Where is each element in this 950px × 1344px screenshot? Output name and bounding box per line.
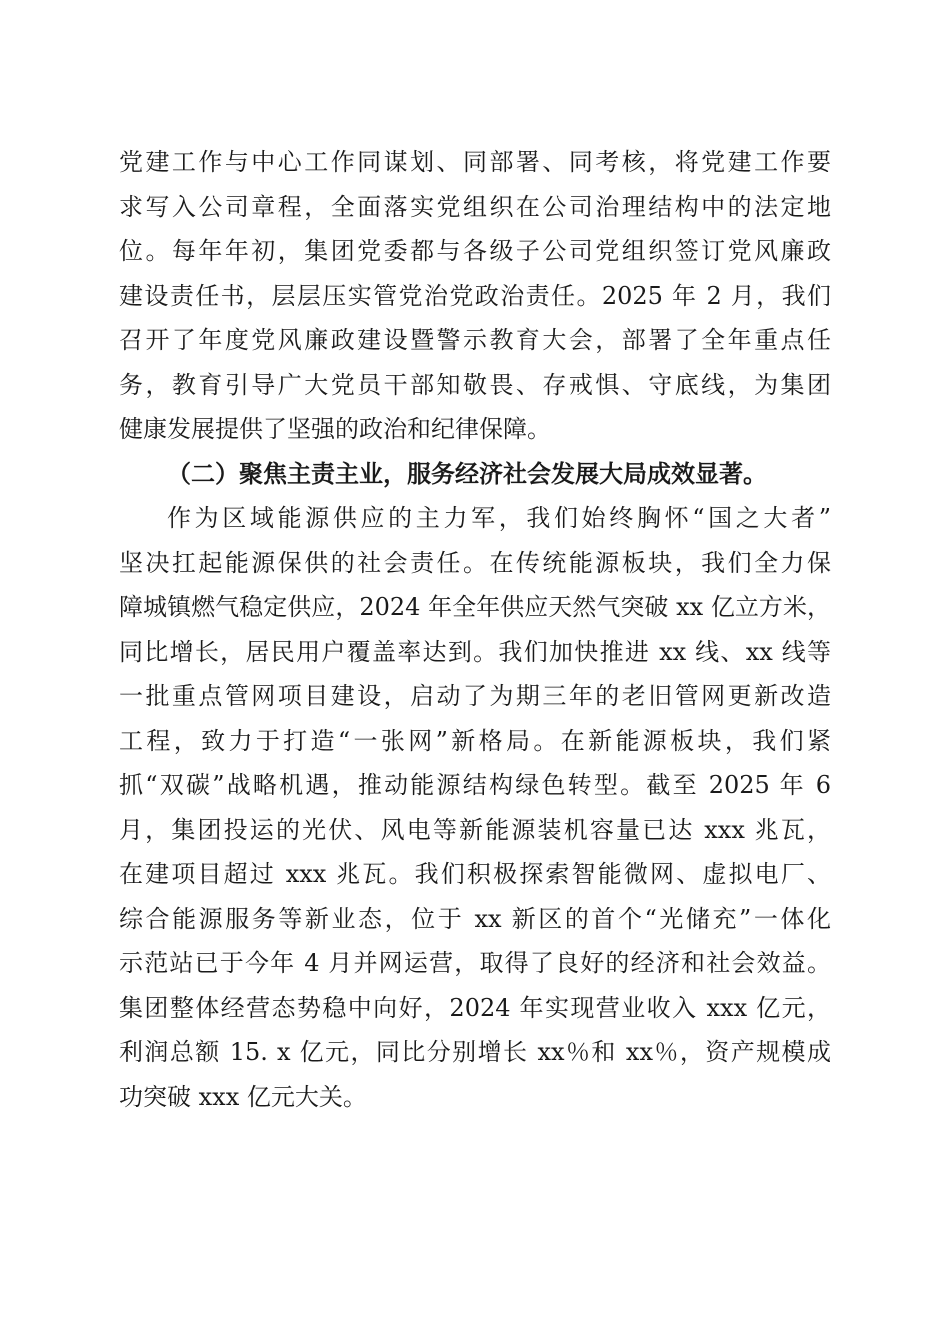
text-line: 功突破 xxx 亿元大关。 [119, 1082, 367, 1111]
text-line: 障城镇燃气稳定供应，2024 年全年供应天然气突破 xx 亿立方米， [119, 593, 831, 621]
text-line: 召开了年度党风廉政建设暨警示教育大会，部署了全年重点任 [119, 326, 831, 354]
text-line: 示范站已于今年 4 月并网运营，取得了良好的经济和社会效益。 [119, 949, 831, 977]
text-line: 作为区域能源供应的主力军，我们始终胸怀“国之大者” [167, 504, 831, 532]
text-line: 建设责任书，层层压实管党治党政治责任。2025 年 2 月，我们 [119, 281, 831, 310]
text-line: 党建工作与中心工作同谋划、同部署、同考核，将党建工作要 [119, 148, 831, 176]
text-line: 求写入公司章程，全面落实党组织在公司治理结构中的法定地 [119, 192, 831, 221]
text-line: 健康发展提供了坚强的政治和纪律保障。 [119, 415, 551, 443]
text-line: 月，集团投运的光伏、风电等新能源装机容量已达 xxx 兆瓦， [119, 815, 831, 844]
text-line: 同比增长，居民用户覆盖率达到。我们加快推进 xx 线、xx 线等 [119, 637, 831, 666]
section-heading: （二）聚焦主责主业，服务经济社会发展大局成效显著。 [167, 458, 767, 488]
paragraph-energy-supply [119, 496, 831, 1119]
text-line: 一批重点管网项目建设，启动了为期三年的老旧管网更新改造 [119, 682, 831, 710]
text-line: 抓“双碳”战略机遇，推动能源结构绿色转型。截至 2025 年 6 [119, 771, 831, 799]
text-line: 务，教育引导广大党员干部知敬畏、存戒惧、守底线，为集团 [119, 370, 831, 399]
paragraph-party-building [119, 140, 831, 452]
text-line: 利润总额 15. x 亿元，同比分别增长 xx％和 xx％，资产规模成 [119, 1038, 831, 1066]
text-line: 位。每年年初，集团党委都与各级子公司党组织签订党风廉政 [119, 237, 831, 265]
text-line: 工程，致力于打造“一张网”新格局。在新能源板块，我们紧 [119, 726, 831, 755]
text-line: 在建项目超过 xxx 兆瓦。我们积极探索智能微网、虚拟电厂、 [119, 860, 831, 888]
text-line: 综合能源服务等新业态，位于 xx 新区的首个“光储充”一体化 [119, 904, 831, 933]
text-line: 集团整体经营态势稳中向好，2024 年实现营业收入 xxx 亿元， [119, 993, 831, 1022]
text-line: 坚决扛起能源保供的社会责任。在传统能源板块，我们全力保 [119, 548, 831, 577]
document-body [119, 140, 831, 1119]
